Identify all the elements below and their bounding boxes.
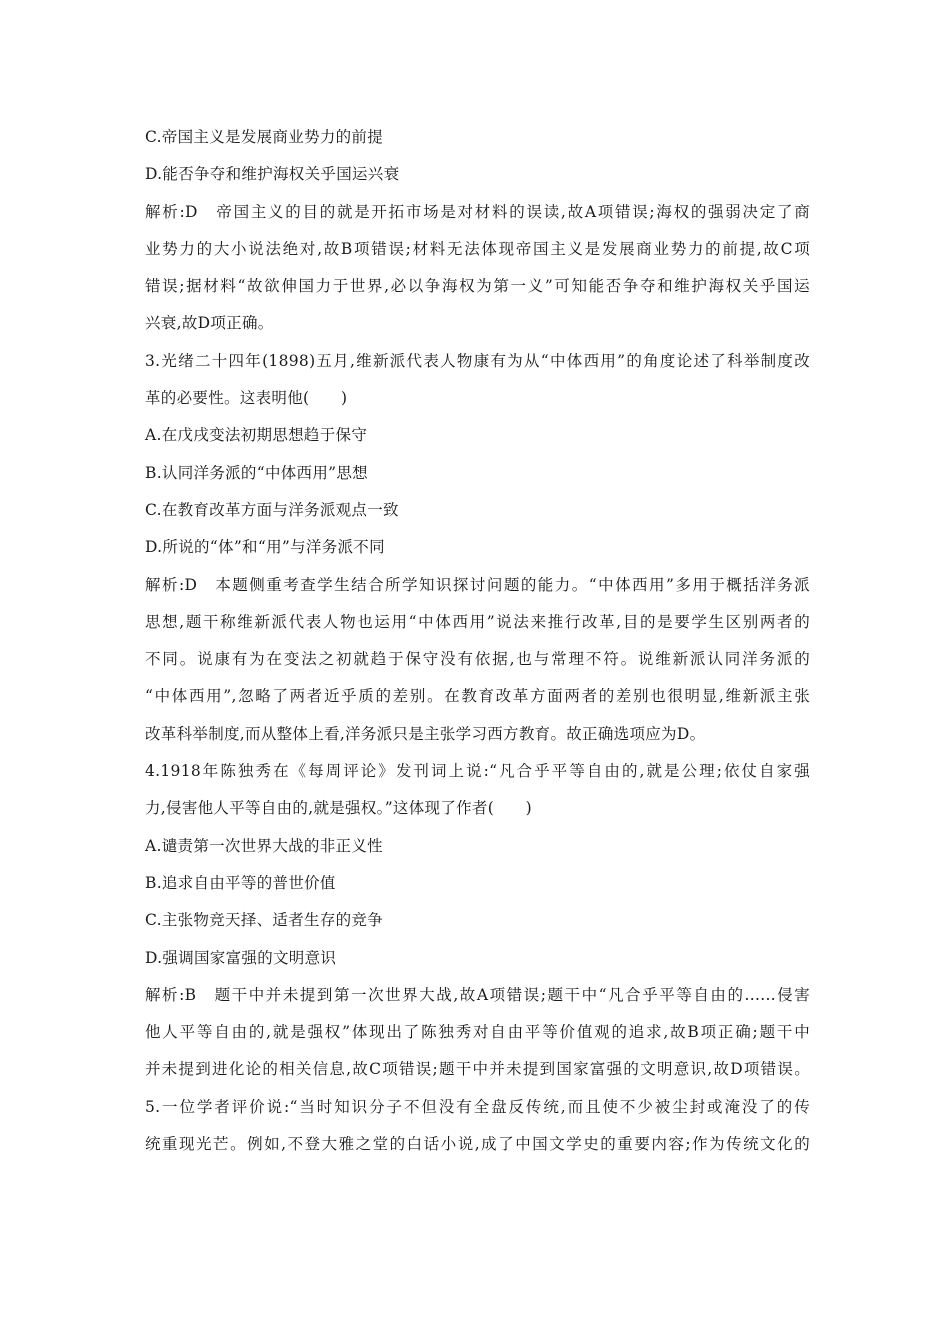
question-4-line: 4.1918年陈独秀在《每周评论》发刊词上说:“凡合乎平等自由的,就是公理;依仗自家强	[145, 762, 810, 781]
question-5-line: 5.一位学者评价说:“当时知识分子不但没有全盘反传统,而且使不少被尘封或淹没了的传	[145, 1097, 810, 1116]
analysis-line: 解析:B 题干中并未提到第一次世界大战,故A项错误;题干中“凡合乎平等自由的......侵害	[145, 985, 810, 1004]
analysis-line: 改革科举制度,而从整体上看,洋务派只是主张学习西方教育。故正确选项应为D。	[145, 724, 706, 743]
analysis-line: 解析:D 本题侧重考查学生结合所学知识探讨问题的能力。“中体西用”多用于概括洋务派	[145, 575, 810, 594]
analysis-line: 解析:D 帝国主义的目的就是开拓市场是对材料的误读,故A项错误;海权的强弱决定了商	[145, 202, 810, 221]
question-5-line: 统重现光芒。例如,不登大雅之堂的白话小说,成了中国文学史的重要内容;作为传统文化的	[145, 1135, 810, 1154]
analysis-line: “中体西用”,忽略了两者近乎质的差别。在教育改革方面两者的差别也很明显,维新派主张	[145, 687, 810, 706]
analysis-line: 业势力的大小说法绝对,故B项错误;材料无法体现帝国主义是发展商业势力的前提,故C项	[145, 239, 810, 258]
option-b-line: B.追求自由平等的普世价值	[145, 873, 336, 892]
analysis-line: 错误;据材料“故欲伸国力于世界,必以争海权为第一义”可知能否争夺和维护海权关乎国运	[145, 277, 810, 296]
analysis-line: 他人平等自由的,就是强权”体现出了陈独秀对自由平等价值观的追求,故B项正确;题干中	[145, 1023, 810, 1042]
option-c-line: C.在教育改革方面与洋务派观点一致	[145, 500, 399, 519]
option-a-line: A.在戊戌变法初期思想趋于保守	[145, 426, 368, 445]
analysis-line: 不同。说康有为在变法之初就趋于保守没有依据,也与常理不符。说维新派认同洋务派的	[145, 650, 810, 669]
question-3-line: 革的必要性。这表明他( )	[145, 389, 348, 408]
option-d-line: D.强调国家富强的文明意识	[145, 948, 337, 967]
analysis-line: 兴衰,故D项正确。	[145, 314, 274, 333]
analysis-line: 并未提到进化论的相关信息,故C项错误;题干中并未提到国家富强的文明意识,故D项错误。	[145, 1060, 810, 1079]
question-3-line: 3.光绪二十四年(1898)五月,维新派代表人物康有为从“中体西用”的角度论述了科举制度改	[145, 351, 810, 370]
option-b-line: B.认同洋务派的“中体西用”思想	[145, 463, 368, 482]
option-d-line: D.能否争夺和维护海权关乎国运兴衰	[145, 165, 400, 184]
analysis-line: 思想,题干称维新派代表人物也运用“中体西用”说法来推行改革,目的是要学生区别两者的	[145, 612, 810, 631]
option-c-line: C.主张物竞天择、适者生存的竞争	[145, 911, 384, 930]
option-d-line: D.所说的“体”和“用”与洋务派不同	[145, 538, 385, 557]
question-4-line: 力,侵害他人平等自由的,就是强权。”这体现了作者( )	[145, 799, 533, 818]
option-c-line: C.帝国主义是发展商业势力的前提	[145, 128, 384, 146]
document-body	[145, 124, 810, 1168]
option-a-line: A.谴责第一次世界大战的非正义性	[145, 836, 383, 855]
